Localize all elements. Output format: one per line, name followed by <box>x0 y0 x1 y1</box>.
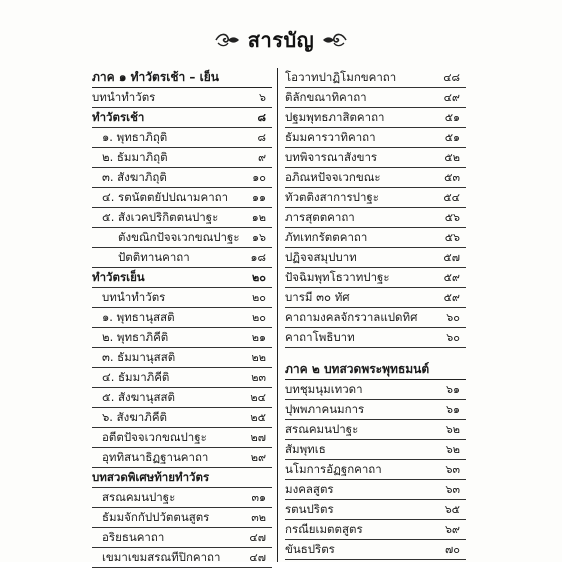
toc-entry <box>285 460 466 480</box>
toc-entry <box>92 328 272 348</box>
toc-entry-title: ๔. ธัมมาภิคีติ <box>102 370 170 384</box>
toc-entry-title: ปัตติทานคาถา <box>118 250 190 264</box>
toc-entry-page-number: ๒๒ <box>251 351 266 364</box>
toc-entry-page-number: ๑๒ <box>251 211 266 224</box>
toc-entry-page-number: ๑๑ <box>252 191 266 204</box>
toc-entry-page-number: ๖๑ <box>446 403 460 416</box>
toc-entry-page-number: ๓๒ <box>251 511 266 524</box>
toc-entry-title: ๑. พุทธาภิถุติ <box>102 130 168 144</box>
toc-entry <box>92 168 272 188</box>
toc-entry <box>285 380 466 400</box>
toc-entry-page-number: ๖๒ <box>445 423 460 436</box>
toc-entry <box>92 88 272 108</box>
toc-entry-title: ภาค ๒ บทสวดพระพุทธมนต์ <box>285 362 430 376</box>
toc-entry-page-number: ๕๗ <box>443 251 460 264</box>
toc-entry-title: ๓. ธัมมานุสสติ <box>102 350 176 364</box>
toc-entry-page-number: ๔๗ <box>249 551 266 564</box>
toc-entry-title: เขมาเขมสรณทีปิกคาถา <box>102 550 221 564</box>
toc-entry <box>92 148 272 168</box>
toc-entry-page-number: ๖๐ <box>446 311 460 324</box>
toc-entry-title: บทสวดพิเศษท้ายทำวัตร <box>92 470 210 484</box>
toc-entry-title: อตีตปัจจเวกขณปาฐะ <box>102 430 207 444</box>
toc-entry-title: ปุพพภาคนมการ <box>285 402 365 416</box>
toc-entry <box>92 488 272 508</box>
toc-entry-page-number: ๒๐ <box>252 271 266 284</box>
toc-entry-page-number: ๖๐ <box>446 331 460 344</box>
left-flourish-icon <box>214 31 240 49</box>
toc-entry-page-number: ๕๔ <box>443 191 460 204</box>
toc-entry-page-number: ๘ <box>257 111 266 124</box>
toc-entry <box>92 108 272 128</box>
toc-left-column <box>92 68 272 568</box>
toc-section-header <box>92 68 272 88</box>
toc-entry <box>92 428 272 448</box>
toc-entry <box>285 500 466 520</box>
toc-entry-title: ๒. ธัมมาภิถุติ <box>102 150 168 164</box>
toc-entry-title: บทพิจารณาสังขาร <box>285 150 378 164</box>
toc-entry-title: ๒. พุทธาภิคีติ <box>102 330 169 344</box>
toc-entry-title: ๔. รตนัตตยัปปณามคาถา <box>102 190 229 204</box>
toc-entry-title: ๓. สังฆาภิถุติ <box>102 170 167 184</box>
toc-entry-page-number: ๕๙ <box>443 271 460 284</box>
toc-entry <box>92 388 272 408</box>
toc-entry-title: คาถามงคลจักรวาลแปดทิศ <box>285 310 418 324</box>
toc-section-header <box>285 360 466 380</box>
toc-entry <box>92 548 272 568</box>
toc-entry-page-number: ๖๓ <box>445 483 460 496</box>
toc-entry <box>285 188 466 208</box>
toc-entry-title: มงคลสูตร <box>285 482 334 496</box>
toc-entry <box>285 420 466 440</box>
toc-entry-page-number: ๙ <box>257 151 266 164</box>
toc-entry <box>92 248 272 268</box>
toc-entry-page-number: ๖๓ <box>445 463 460 476</box>
toc-entry-title: กรณียเมตตสูตร <box>285 522 363 536</box>
toc-entry-page-number: ๒๗ <box>250 431 266 444</box>
toc-entry <box>92 368 272 388</box>
toc-entry-page-number: ๖๑ <box>446 383 460 396</box>
toc-entry-title: โอวาทปาฏิโมกขคาถา <box>285 70 397 84</box>
toc-entry-title: คาถาโพธิบาท <box>285 330 355 344</box>
toc-entry <box>285 328 466 348</box>
toc-entry-title: นโมการอัฏฐกคาถา <box>285 462 382 476</box>
toc-entry-title: ธัมมคารวาทิคาถา <box>285 130 376 144</box>
toc-entry-page-number: ๖๕ <box>444 503 460 516</box>
toc-entry <box>285 440 466 460</box>
toc-entry-title: รตนปริตร <box>285 502 334 516</box>
toc-entry-title: อริยธนคาถา <box>102 530 165 544</box>
toc-entry <box>285 288 466 308</box>
toc-entry-title: สรณคมนปาฐะ <box>285 422 359 436</box>
toc-entry-title: ทำวัตรเช้า <box>92 110 145 124</box>
toc-entry-page-number: ๒๐ <box>252 291 266 304</box>
toc-entry-page-number: ๕๑ <box>444 111 460 124</box>
toc-entry-title: ทำวัตรเย็น <box>92 270 145 284</box>
toc-entry-page-number: ๕๒ <box>444 151 460 164</box>
toc-entry <box>92 468 272 488</box>
toc-entry-title: ๑. พุทธานุสสติ <box>102 310 175 324</box>
toc-entry-page-number: ๕๖ <box>444 211 460 224</box>
toc-entry <box>285 228 466 248</box>
toc-entry <box>92 228 272 248</box>
toc-entry-title: ๖. สังฆาภิคีติ <box>102 410 167 424</box>
toc-entry-title: ทัวตติงสาการปาฐะ <box>285 190 379 204</box>
title-bar <box>0 26 562 54</box>
toc-entry-title: ๕. สังฆานุสสติ <box>102 390 176 404</box>
toc-entry <box>285 148 466 168</box>
toc-entry <box>92 208 272 228</box>
toc-entry-page-number: ๗๐ <box>445 543 460 556</box>
toc-entry-title: ภาค ๑ ทำวัตรเช้า – เย็น <box>92 70 219 84</box>
toc-entry-title: ๕. สังเวคปริกิตตนปาฐะ <box>102 210 219 224</box>
toc-entry-page-number: ๓๑ <box>251 491 266 504</box>
toc-entry-title: ปฏิจจสมุปบาท <box>285 250 357 264</box>
column-divider <box>277 68 278 562</box>
toc-entry-page-number: ๒๕ <box>250 411 266 424</box>
toc-entry <box>285 108 466 128</box>
toc-entry-page-number: ๕๙ <box>443 291 460 304</box>
toc-entry-title: ตังขณิกปัจจเวกขณปาฐะ <box>118 230 240 244</box>
toc-entry-title: ธัมมจักกัปปวัตตนสูตร <box>102 510 210 524</box>
toc-entry-title: บารมี ๓๐ ทัศ <box>285 290 350 304</box>
toc-entry-title: ขันธปริตร <box>285 542 335 556</box>
toc-entry-page-number: ๒๓ <box>251 371 266 384</box>
toc-entry <box>285 128 466 148</box>
section-gap <box>285 348 466 360</box>
toc-entry-page-number: ๘ <box>257 131 266 144</box>
toc-entry-title: อภิณหปัจจเวกขณะ <box>285 170 381 184</box>
toc-entry-page-number: ๖๙ <box>444 523 460 536</box>
toc-entry-page-number: ๔๗ <box>249 531 266 544</box>
toc-entry <box>285 68 466 88</box>
toc-entry-title: บทนำทำวัตร <box>102 290 166 304</box>
toc-entry <box>285 88 466 108</box>
toc-entry-title: สัมพุทเธ <box>285 442 326 456</box>
toc-entry <box>92 348 272 368</box>
toc-entry <box>285 480 466 500</box>
toc-entry <box>92 448 272 468</box>
toc-entry-title: ภารสุตตคาถา <box>285 210 355 224</box>
toc-entry-page-number: ๑๐ <box>252 171 266 184</box>
toc-entry <box>92 128 272 148</box>
toc-entry-page-number: ๒๔ <box>250 391 266 404</box>
toc-entry <box>285 540 466 560</box>
toc-entry <box>285 268 466 288</box>
toc-entry <box>285 520 466 540</box>
toc-entry-page-number: ๖ <box>259 91 266 104</box>
toc-right-column <box>285 68 466 560</box>
right-flourish-icon <box>322 31 348 49</box>
toc-entry <box>92 508 272 528</box>
page-title: สารบัญ <box>247 28 315 52</box>
toc-entry-page-number: ๑๖ <box>252 231 266 244</box>
toc-entry <box>92 268 272 288</box>
toc-entry <box>285 168 466 188</box>
toc-entry-title: บทชุมนุมเทวดา <box>285 382 363 396</box>
toc-entry <box>92 188 272 208</box>
toc-entry <box>92 408 272 428</box>
toc-entry <box>92 288 272 308</box>
toc-entry-title: ปฐมพุทธภาสิตคาถา <box>285 110 385 124</box>
toc-entry-title: ภัทเทกรัตตคาถา <box>285 230 368 244</box>
toc-entry-page-number: ๒๑ <box>251 331 266 344</box>
toc-entry-page-number: ๕๑ <box>444 131 460 144</box>
toc-entry <box>285 248 466 268</box>
toc-entry-page-number: ๖๒ <box>445 443 460 456</box>
toc-entry-page-number: ๒๙ <box>250 451 266 464</box>
toc-entry-page-number: ๑๘ <box>250 251 266 264</box>
toc-entry-page-number: ๕๖ <box>444 231 460 244</box>
toc-entry-page-number: ๕๓ <box>444 171 460 184</box>
toc-entry-title: ติลักขณาทิคาถา <box>285 90 367 104</box>
toc-entry-page-number: ๔๙ <box>443 91 460 104</box>
toc-entry-title: อุททิสนาธิฏฐานคาถา <box>102 450 209 464</box>
toc-entry <box>285 208 466 228</box>
toc-entry-title: ปัจฉิมพุทโธวาทปาฐะ <box>285 270 390 284</box>
toc-entry <box>285 400 466 420</box>
toc-entry-title: บทนำทำวัตร <box>92 90 156 104</box>
toc-entry-title: สรณคมนปาฐะ <box>102 490 176 504</box>
toc-entry <box>92 528 272 548</box>
toc-entry <box>285 308 466 328</box>
toc-entry <box>92 308 272 328</box>
toc-entry-page-number: ๔๘ <box>443 71 460 84</box>
toc-entry-page-number: ๒๐ <box>252 311 266 324</box>
